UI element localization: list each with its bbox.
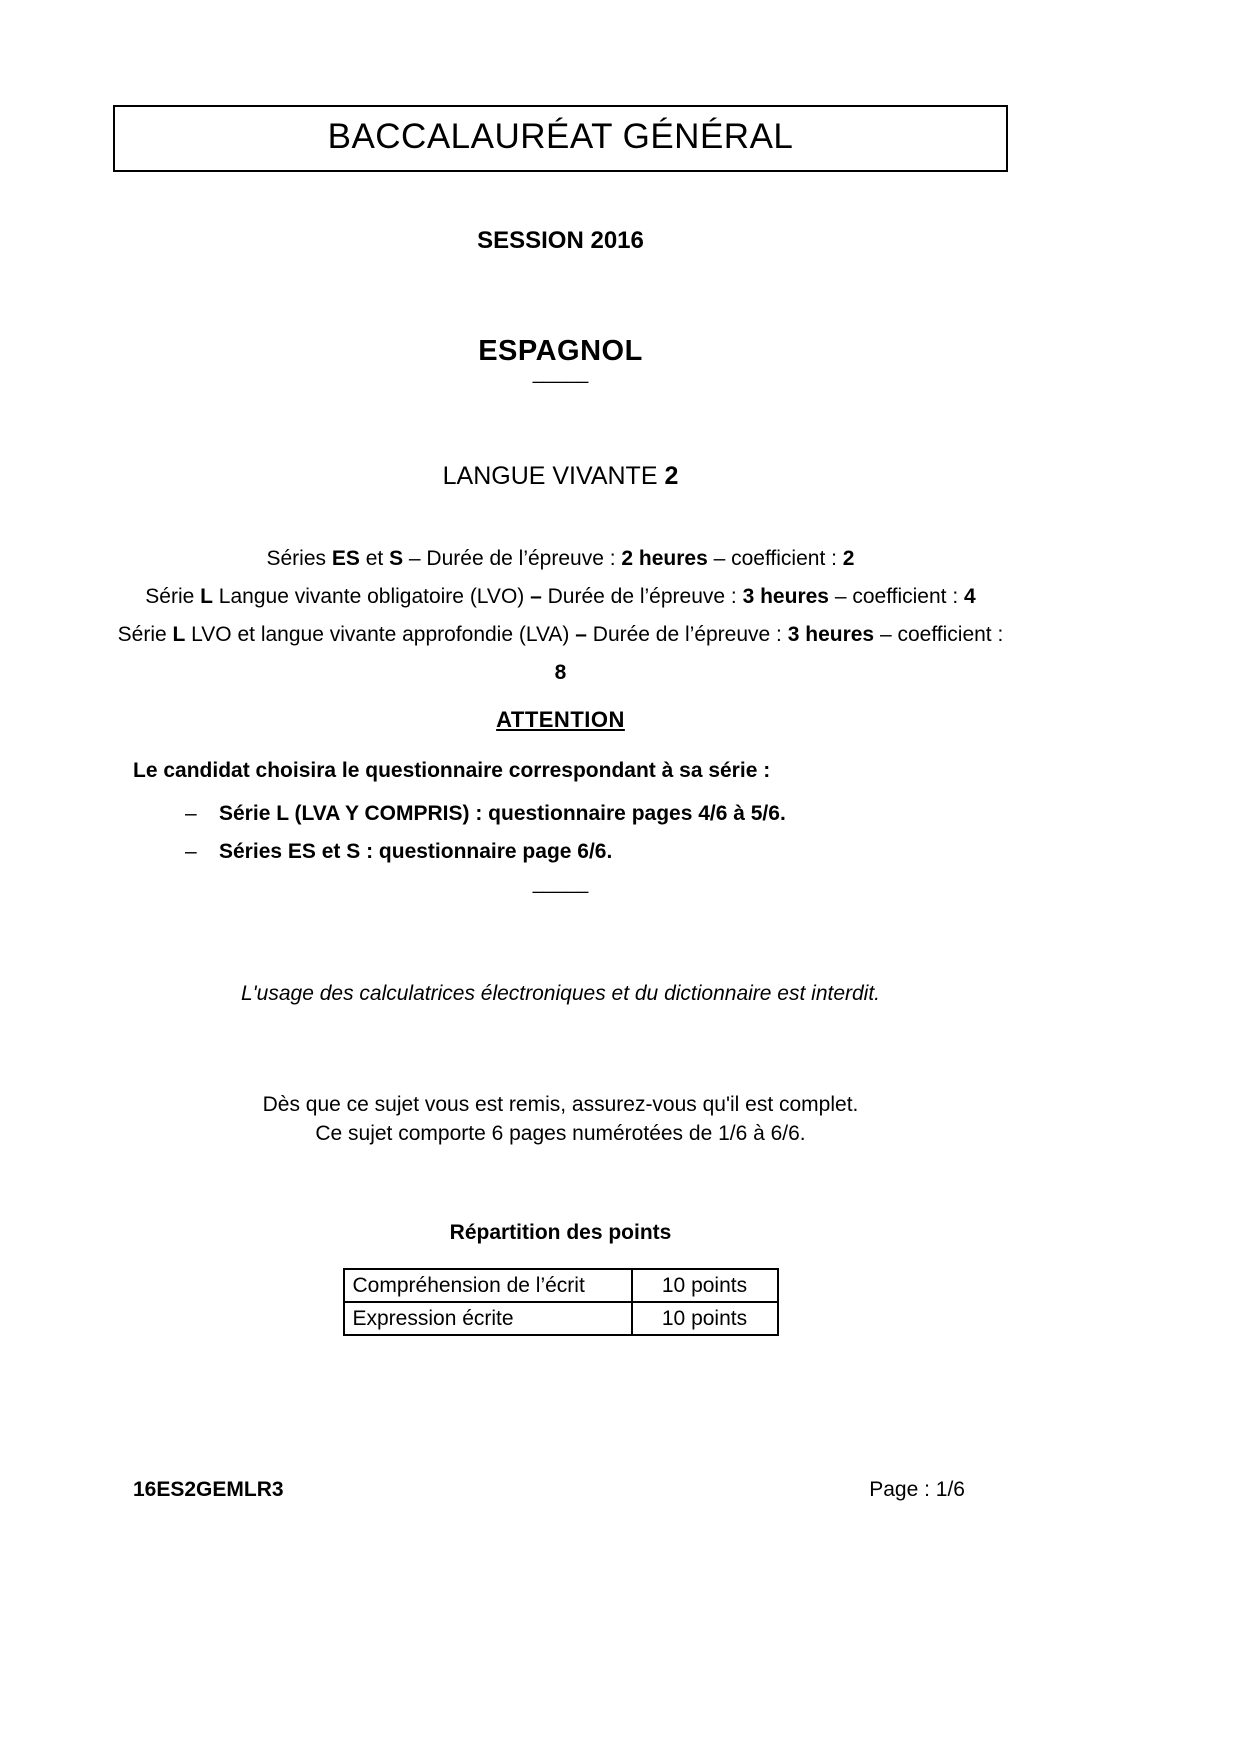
- series-line-l-lvo: Série L Langue vivante obligatoire (LVO) – Durée de l’épreuve : 3 heures – coefficient : 4: [145, 585, 976, 608]
- completeness-line-1: Dès que ce sujet vous est remis, assurez-vous qu'il est complet.: [262, 1093, 859, 1116]
- divider-line: _____: [532, 362, 589, 384]
- attention-item-serie-l: [185, 802, 786, 826]
- exam-title: BACCALAURÉAT GÉNÉRAL: [327, 117, 794, 156]
- series-info-block: [113, 540, 1008, 692]
- page-number: Page : 1/6: [869, 1478, 965, 1501]
- points-row-label: Expression écrite: [344, 1302, 632, 1335]
- attention-item-text: Séries ES et S : questionnaire page 6/6.: [219, 840, 613, 863]
- completeness-notice: [113, 1090, 1008, 1148]
- attention-item-list: [185, 802, 786, 878]
- series-line-es-s: Séries ES et S – Durée de l’épreuve : 2 heures – coefficient : 2: [266, 547, 855, 570]
- calculator-dictionary-notice: L'usage des calculatrices électroniques et du dictionnaire est interdit.: [240, 982, 881, 1005]
- points-heading: Répartition des points: [449, 1221, 672, 1244]
- language-level-line: LANGUE VIVANTE 2: [442, 462, 679, 490]
- attention-intro: Le candidat choisira le questionnaire correspondant à sa série :: [133, 759, 771, 782]
- points-table: [343, 1268, 779, 1336]
- table-row: [344, 1269, 778, 1302]
- subject-heading: ESPAGNOL: [478, 335, 643, 367]
- document-code: 16ES2GEMLR3: [133, 1478, 284, 1501]
- points-row-value: 10 points: [632, 1302, 778, 1335]
- attention-item-text: Série L (LVA Y COMPRIS) : questionnaire pages 4/6 à 5/6.: [219, 802, 786, 825]
- series-line-l-lva: Série L LVO et langue vivante approfondie (LVA) – Durée de l’épreuve : 3 heures – coefficient : 8: [117, 623, 1004, 684]
- page-footer: [133, 1478, 965, 1502]
- dash-bullet-icon: –: [185, 840, 197, 863]
- points-row-value: 10 points: [632, 1269, 778, 1302]
- divider-line: _____: [532, 872, 589, 894]
- attention-heading: ATTENTION: [496, 707, 625, 732]
- session-heading: SESSION 2016: [477, 227, 644, 254]
- points-table-wrap: [113, 1268, 1008, 1336]
- attention-item-series-es-s: [185, 840, 786, 864]
- title-box: [113, 105, 1008, 172]
- points-row-label: Compréhension de l’écrit: [344, 1269, 632, 1302]
- completeness-line-2: Ce sujet comporte 6 pages numérotées de 1/6 à 6/6.: [315, 1122, 806, 1145]
- dash-bullet-icon: –: [185, 802, 197, 825]
- table-row: [344, 1302, 778, 1335]
